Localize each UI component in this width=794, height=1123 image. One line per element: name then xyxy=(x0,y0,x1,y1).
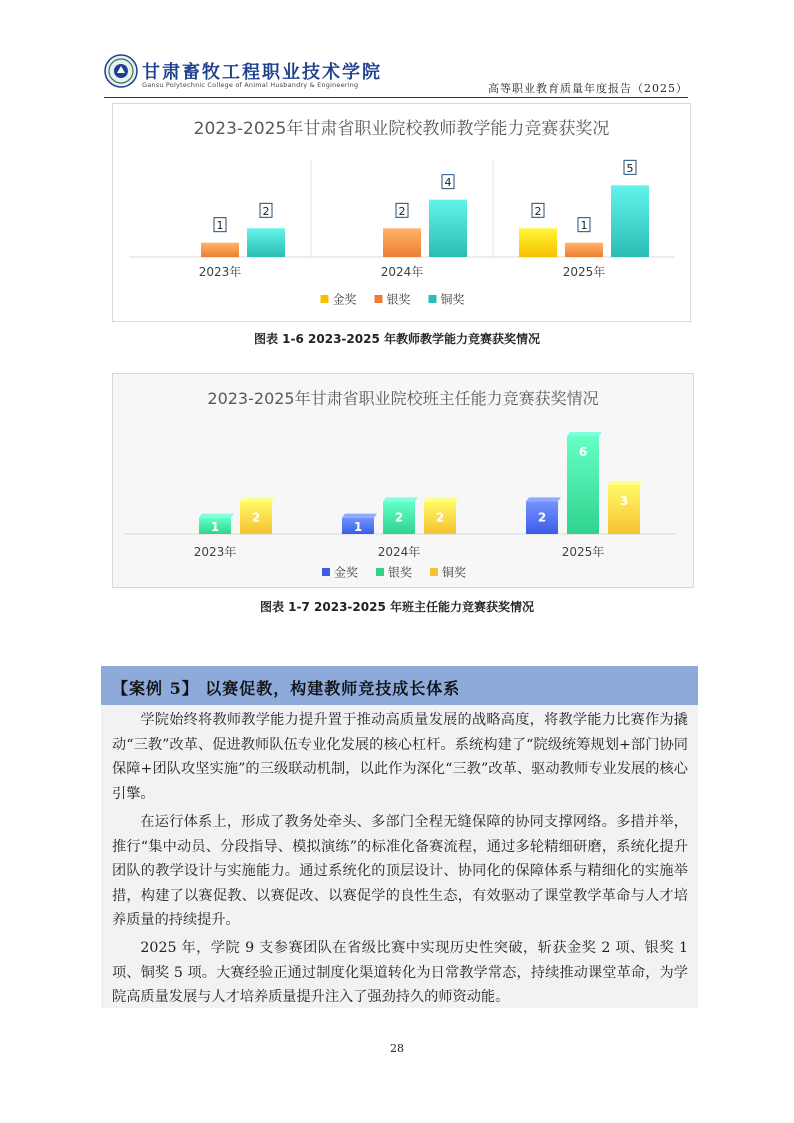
college-logo-icon xyxy=(104,54,138,88)
legend-label: 金奖 xyxy=(332,292,357,307)
bar-top-face xyxy=(240,497,275,501)
legend-label: 银奖 xyxy=(386,292,411,307)
data-label: 2 xyxy=(435,510,445,525)
bar-铜奖 xyxy=(608,485,640,534)
x-tick-label: 2024年 xyxy=(380,265,424,279)
data-label: 6 xyxy=(578,445,588,459)
legend-label: 金奖 xyxy=(334,565,359,580)
data-label: 4 xyxy=(444,176,452,190)
case-paragraph: 学院始终将教师教学能力提升置于推动高质量发展的战略高度，将教学能力比赛作为撬动“三教”改革、促进教师队伍专业化发展的核心杠杆。系统构建了“院级统筹规划+部门协同保障+团队攻坚实施”的三级联动机制，以此作为深化“三教”改革、驱动教师专业发展的核心引擎。 xyxy=(112,712,688,802)
bar-top-face xyxy=(424,497,459,501)
bar-铜奖 xyxy=(429,200,467,257)
x-tick-label: 2023年 xyxy=(193,545,237,559)
bar-金奖 xyxy=(519,228,557,257)
head-teacher-chart xyxy=(112,373,694,588)
data-label: 2 xyxy=(394,510,404,525)
bar-top-face xyxy=(608,481,643,485)
bar-铜奖 xyxy=(611,185,649,257)
x-tick-label: 2023年 xyxy=(198,265,242,279)
school-name-cn: 甘肃畜牧工程职业技术学院 xyxy=(142,62,382,83)
bar-top-face xyxy=(567,432,602,436)
data-label: 1 xyxy=(216,219,224,233)
data-label: 3 xyxy=(619,494,629,508)
head-teacher-chart-svg xyxy=(113,374,693,587)
bar-top-face xyxy=(199,514,234,518)
data-label: 2 xyxy=(251,510,261,525)
case-paragraph: 在运行体系上，形成了教务处牵头、多部门全程无缝保障的协同支撑网络。多措并举，推行“集中动员、分段指导、模拟演练”的标准化备赛流程，通过多轮精细研磨，系统化提升团队的教学设计与实施能力。通过系统化的顶层设计、协同化的保障体系与精细化的实施举措，构建了以赛促教、以赛促改、以赛促学的良性生态，有效驱动了课堂教学革命与人才培养质量的持续提升。 xyxy=(112,814,688,928)
case-title: 【案例 5】 以赛促教，构建教师竞技成长体系 xyxy=(112,679,461,698)
bar-top-face xyxy=(383,497,418,501)
case-paragraph: 2025 年，学院 9 支参赛团队在省级比赛中实现历史性突破，斩获金奖 2 项、银奖 1 项、铜奖 5 项。大赛经验正通过制度化渠道转化为日常教学常态，持续推动课堂革命，为学院高质量发展与人才培养质量提升注入了强劲持久的师资动能。 xyxy=(112,940,688,1005)
legend-swatch xyxy=(429,295,437,303)
page-number: 28 xyxy=(390,1042,404,1055)
x-tick-label: 2024年 xyxy=(377,545,421,559)
bar-top-face xyxy=(526,497,561,501)
data-label: 1 xyxy=(353,519,363,534)
bar-top-face xyxy=(342,514,377,518)
legend-swatch xyxy=(322,568,330,576)
header-divider xyxy=(104,97,688,98)
legend-label: 铜奖 xyxy=(442,565,467,580)
data-label: 1 xyxy=(210,519,220,534)
x-tick-label: 2025年 xyxy=(561,545,605,559)
figure-caption-1-6: 图表 1-6 2023-2025 年教师教学能力竞赛获奖情况 xyxy=(254,332,540,346)
bar-银奖 xyxy=(201,243,239,257)
legend-label: 银奖 xyxy=(388,565,413,580)
report-title: 高等职业教育质量年度报告（2025） xyxy=(488,82,688,95)
legend-label: 铜奖 xyxy=(440,292,465,307)
teaching-ability-chart xyxy=(112,103,691,322)
data-label: 1 xyxy=(580,219,588,233)
data-label: 2 xyxy=(534,204,542,218)
teaching-ability-chart-svg xyxy=(113,104,690,321)
figure-caption-1-7: 图表 1-7 2023-2025 年班主任能力竞赛获奖情况 xyxy=(260,600,534,614)
x-tick-label: 2025年 xyxy=(562,265,606,279)
data-label: 2 xyxy=(398,204,406,218)
legend-swatch xyxy=(376,568,384,576)
data-label: 2 xyxy=(262,204,270,218)
legend-swatch xyxy=(430,568,438,576)
bar-银奖 xyxy=(383,228,421,257)
chart-title: 2023-2025年甘肃省职业院校班主任能力竞赛获奖情况 xyxy=(207,389,599,408)
legend-swatch xyxy=(375,295,383,303)
data-label: 5 xyxy=(626,161,634,175)
school-name-en: Gansu Polytechnic College of Animal Husbandry & Engineering xyxy=(142,81,359,89)
bar-银奖 xyxy=(565,243,603,257)
bar-铜奖 xyxy=(247,228,285,257)
chart-title: 2023-2025年甘肃省职业院校教师教学能力竞赛获奖况 xyxy=(193,119,610,139)
legend-swatch xyxy=(321,295,329,303)
data-label: 2 xyxy=(537,510,547,525)
